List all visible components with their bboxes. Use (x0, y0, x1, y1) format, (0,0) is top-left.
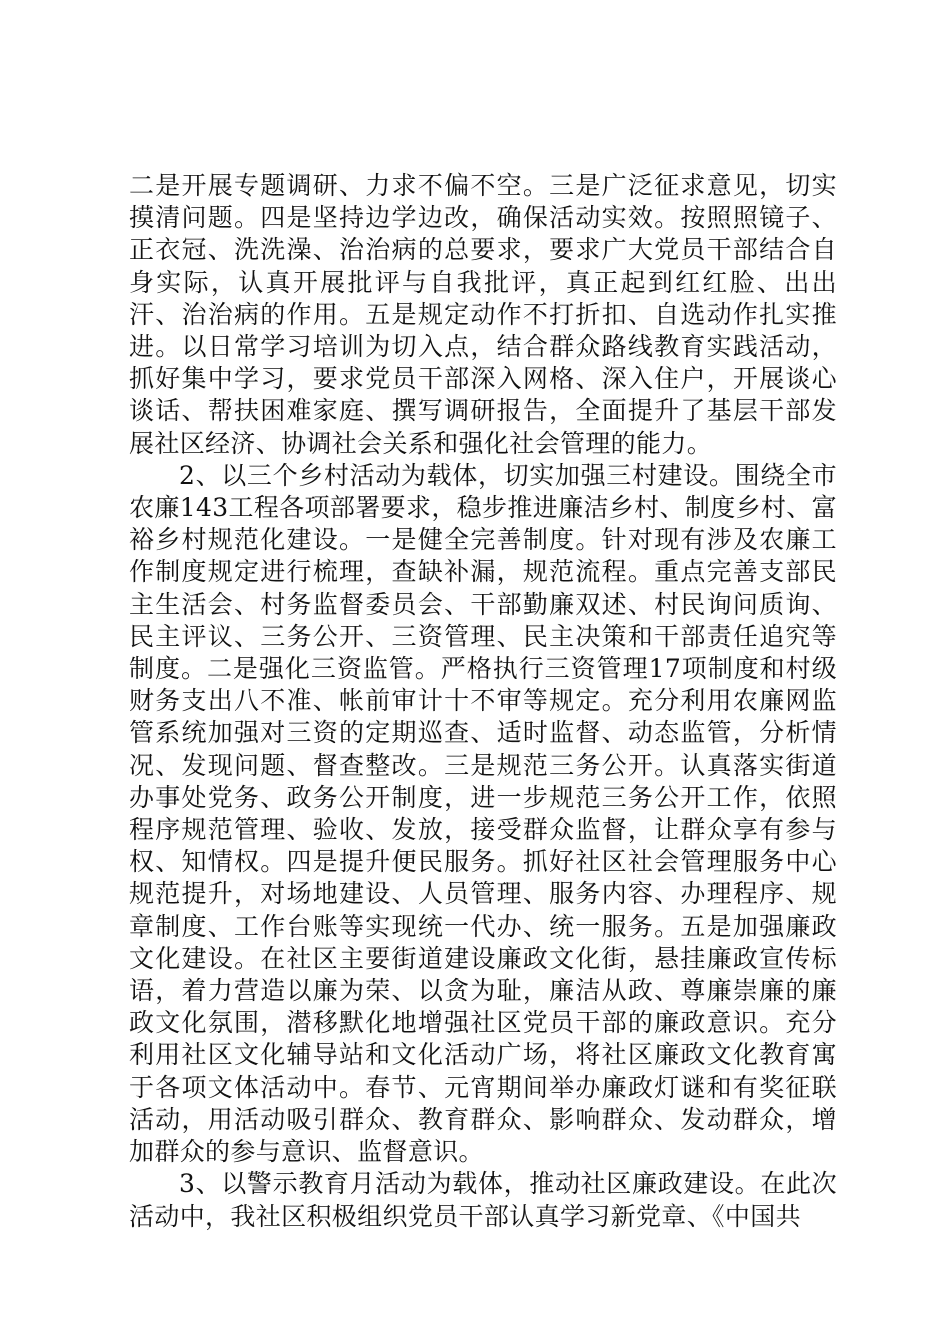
paragraph-continuation: 二是开展专题调研、力求不偏不空。三是广泛征求意见，切实摸清问题。四是坚持边学边改，确保活动实效。按照照镜子、正衣冠、洗洗澡、治治病的总要求，要求广大党员干部结合自身实际，认真开展批评与自我批评，真正起到红红脸、出出汗、治治病的作用。五是规定动作不打折扣、自选动作扎实推进。以日常学习培训为切入点，结合群众路线教育实践活动，抓好集中学习，要求党员干部深入网格、深入住户，开展谈心谈话、帮扶困难家庭、撰写调研报告，全面提升了基层干部发展社区经济、协调社会关系和强化社会管理的能力。 (129, 171, 837, 458)
paragraph-section-3: 3、以警示教育月活动为载体，推动社区廉政建设。在此次活动中，我社区积极组织党员干部认真学习新党章、《中国共 (129, 1169, 837, 1231)
body-text (129, 170, 837, 1233)
paragraph-section-2: 2、以三个乡村活动为载体，切实加强三村建设。围绕全市农廉143工程各项部署要求，稳步推进廉洁乡村、制度乡村、富裕乡村规范化建设。一是健全完善制度。针对现有涉及农廉工作制度规定进行梳理，查缺补漏，规范流程。重点完善支部民主生活会、村务监督委员会、干部勤廉双述、村民询问质询、民主评议、三务公开、三资管理、民主决策和干部责任追究等制度。二是强化三资监管。严格执行三资管理17项制度和村级财务支出八不准、帐前审计十不审等规定。充分利用农廉网监管系统加强对三资的定期巡查、适时监督、动态监管，分析情况、发现问题、督查整改。三是规范三务公开。认真落实街道办事处党务、政务公开制度，进一步规范三务公开工作，依照程序规范管理、验收、发放，接受群众监督，让群众享有参与权、知情权。四是提升便民服务。抓好社区社会管理服务中心规范提升，对场地建设、人员管理、服务内容、办理程序、规章制度、工作台账等实现统一代办、统一服务。五是加强廉政文化建设。在社区主要街道建设廉政文化街，悬挂廉政宣传标语，着力营造以廉为荣、以贪为耻，廉洁从政、尊廉崇廉的廉政文化氛围，潜移默化地增强社区党员干部的廉政意识。充分利用社区文化辅导站和文化活动广场，将社区廉政文化教育寓于各项文体活动中。春节、元宵期间举办廉政灯谜和有奖征联活动，用活动吸引群众、教育群众、影响群众、发动群众，增加群众的参与意识、监督意识。 (129, 460, 837, 1167)
